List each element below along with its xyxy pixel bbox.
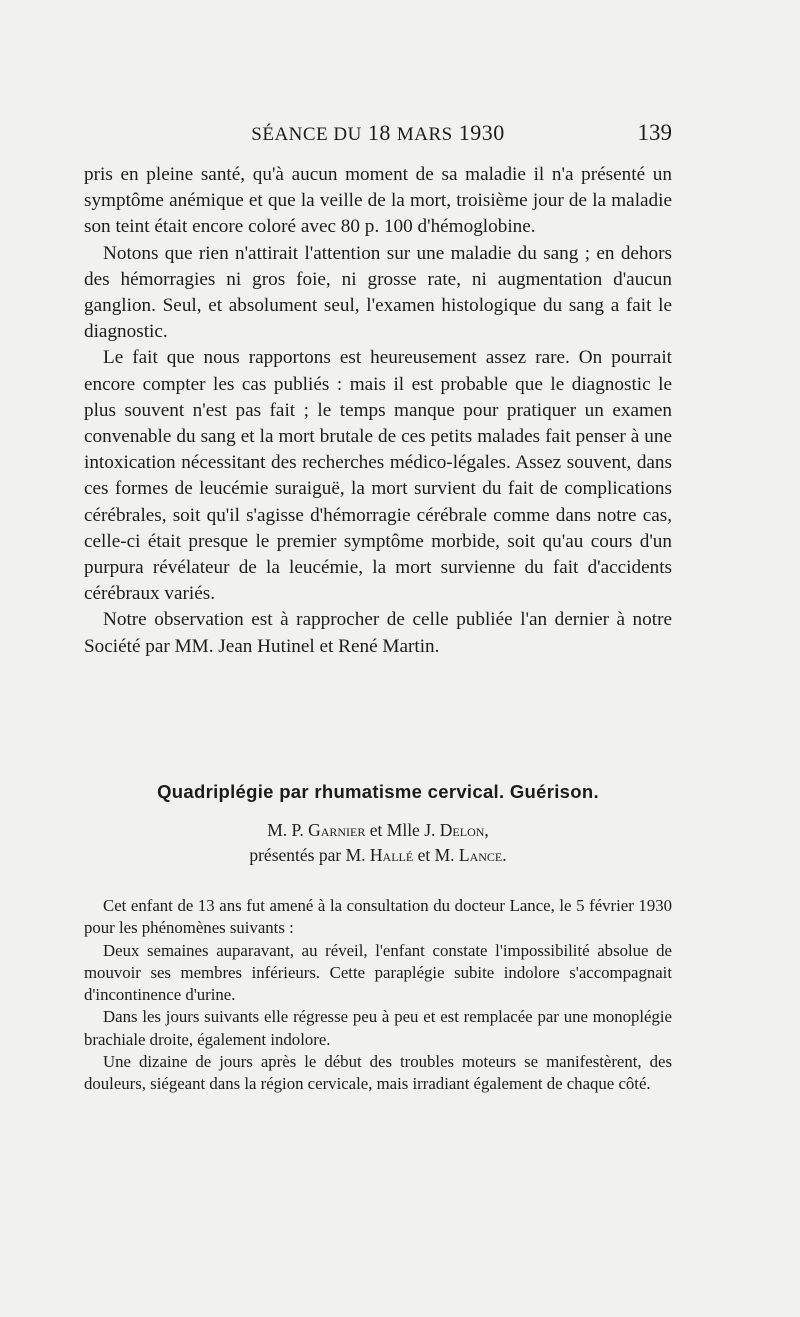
case-report — [84, 895, 672, 1096]
article-continuation — [84, 162, 672, 660]
page-number: 139 — [637, 120, 672, 145]
running-title-month: MARS — [396, 124, 453, 145]
running-title-year: 1930 — [458, 120, 505, 145]
paragraph: Notons que rien n'attirait l'attention sur une maladie du sang ; en dehors des hémorragies ni gros foie, ni grosse rate, ni augmentation d'aucun ganglion. Seul, et absolument seul, l'examen histologique du sang a fait le diagnostic. — [84, 242, 672, 343]
paragraph: Une dizaine de jours après le début des troubles moteurs se manifestèrent, des douleurs, siégeant dans la région cervicale, mais irradiant également de chaque côté. — [84, 1052, 672, 1094]
paragraph: Notre observation est à rapprocher de celle publiée l'an dernier à notre Société par MM. Jean Hutinel et René Martin. — [84, 609, 672, 657]
author-line — [84, 818, 672, 843]
author-name: Delon, — [439, 820, 489, 840]
presenter-line — [84, 843, 672, 868]
presented-prefix: présentés par M. — [249, 845, 366, 865]
authors-block — [84, 818, 672, 868]
authors-prefix: M. P. — [267, 820, 304, 840]
paragraph: Dans les jours suivants elle régresse peu à peu et est remplacée par une monoplégie brachiale droite, également indolore. — [84, 1007, 672, 1049]
paragraph: pris en pleine santé, qu'à aucun moment de sa maladie il n'a présenté un symptôme anémique et que la veille de la mort, troisième jour de la maladie son teint était encore coloré avec 80 p. 100 d'hémoglobine. — [84, 164, 672, 238]
running-title-prefix: SÉANCE DU — [251, 124, 362, 145]
presenter-name: Lance. — [458, 845, 507, 865]
paragraph: Le fait que nous rapportons est heureusement assez rare. On pourrait encore compter les cas publiés : mais il est probable que le diagnostic le plus souvent n'est pas fait ; le temps manque pour pratiquer un examen convenable du sang et la mort brutale de ces petits malades fait penser à une intoxication nécessitant des recherches médico-légales. Assez souvent, dans ces formes de leucémie suraiguë, la mort survient du fait de complications cérébrales, soit qu'il s'agisse d'hémorragie cérébrale comme dans notre cas, celle-ci était presque le premier symptôme morbide, soit qu'au cours d'un purpura révélateur de la leucémie, la mort survienne du fait d'accidents cérébraux variés. — [84, 347, 672, 605]
paragraph: Cet enfant de 13 ans fut amené à la consultation du docteur Lance, le 5 février 1930 pour les phénomènes suivants : — [84, 896, 672, 938]
section-title: Quadriplégie par rhumatisme cervical. Guérison. — [157, 781, 599, 802]
running-title-day: 18 — [367, 120, 391, 145]
author-name: Garnier — [308, 820, 366, 840]
authors-conjunction: et Mlle J. — [369, 820, 436, 840]
running-title — [84, 120, 672, 146]
presenter-name: Hallé — [369, 845, 414, 865]
presented-conjunction: et M. — [417, 845, 455, 865]
paragraph: Deux semaines auparavant, au réveil, l'enfant constate l'impossibilité absolue de mouvoir ses membres inférieurs. Cette paraplégie subite indolore s'accompagnait d'incontinence d'urine. — [84, 940, 672, 1005]
page-header — [84, 120, 672, 150]
